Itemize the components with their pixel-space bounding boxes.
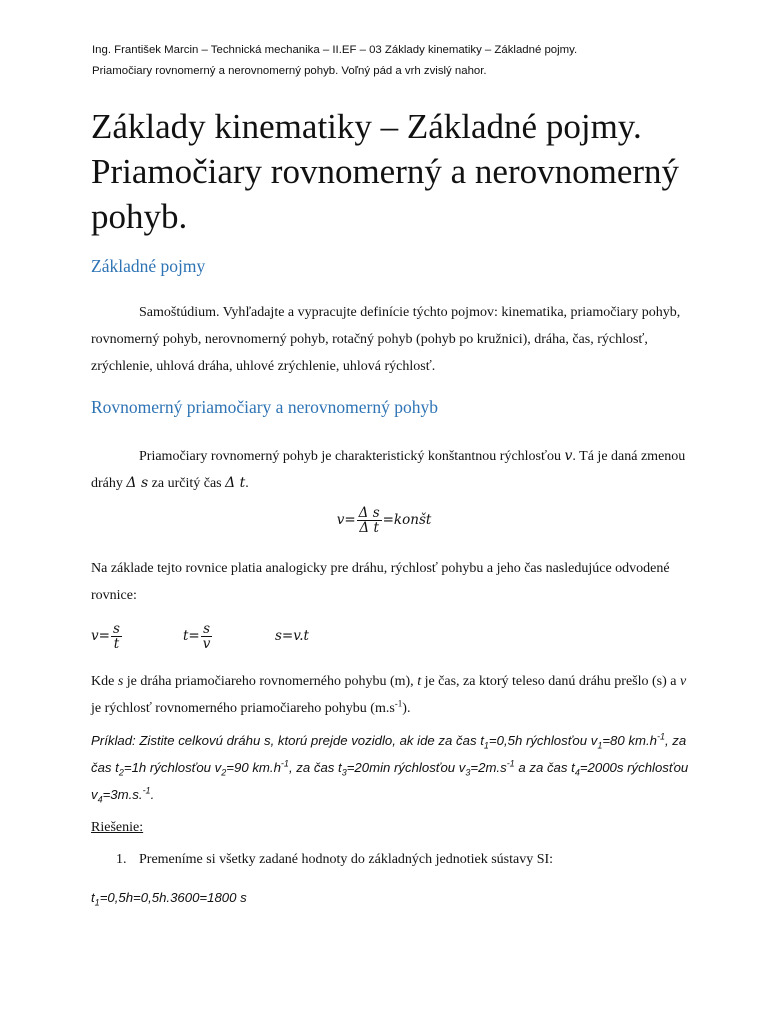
- text-fragment: je rýchlosť rovnomerného priamočiareho pohybu (m.s: [91, 701, 395, 716]
- text-fragment: =0,5h rýchlosťou v: [488, 733, 598, 748]
- var-v: v: [679, 674, 687, 689]
- subscript: 3: [465, 767, 471, 778]
- math-delta-t: Δ t: [225, 475, 246, 491]
- text-fragment: Príklad: Zistite celkovú dráhu s, ktorú prejde vozidlo, ak ide za čas t: [91, 733, 484, 748]
- equation-velocity: [0, 506, 768, 535]
- eq-fraction: [357, 506, 382, 535]
- text-fragment: je dráha priamočiareho rovnomerného pohybu (m),: [123, 674, 418, 689]
- superscript: -1: [280, 758, 289, 769]
- list-text: Premeníme si všetky zadané hodnoty do základných jednotiek sústavy SI:: [139, 852, 554, 867]
- text-fragment: .: [245, 476, 249, 491]
- subscript: 3: [341, 767, 347, 778]
- list-item: [116, 852, 553, 868]
- paragraph-self-study: Samoštúdium. Vyhľadajte a vypracujte definície týchto pojmov: kinematika, priamočiary pohyb, rovnomerný pohyb, nerovnomerný pohyb, rotačný pohyb (pohyb po kružnici), dráha, čas, rýchlosť, zrýchlenie, uhlová dráha, uhlové zrýchlenie, uhlová rýchlosť.: [91, 305, 681, 374]
- text-fragment: ).: [402, 701, 411, 716]
- subscript: 4: [574, 767, 580, 778]
- superscript: -1: [142, 785, 151, 796]
- solution-label: [91, 814, 691, 841]
- var-s: s: [117, 674, 124, 689]
- text-fragment: a za čas t: [514, 760, 575, 775]
- superscript: -1: [506, 758, 515, 769]
- header-line-1: Ing. František Marcin – Technická mechanika – II.EF – 03 Základy kinematiky – Základné pojmy.: [92, 44, 578, 56]
- eq-fraction: [111, 622, 122, 651]
- example-problem: [91, 727, 691, 808]
- eq-numerator: s: [112, 621, 120, 637]
- subscript: 2: [118, 767, 124, 778]
- subscript: 1: [597, 740, 603, 751]
- page-header: [92, 40, 692, 82]
- equation-v: [91, 622, 123, 651]
- eq-fraction: [201, 622, 213, 651]
- derived-equations-row: [91, 622, 491, 654]
- eq-denominator: v: [202, 636, 211, 652]
- text-fragment: =2m.s: [470, 760, 507, 775]
- text-fragment: .: [150, 787, 155, 802]
- text-fragment: =80 km.h: [602, 733, 657, 748]
- superscript: -1: [394, 698, 403, 709]
- paragraph-variable-definitions: [91, 668, 691, 722]
- text-fragment: , za čas t: [91, 733, 687, 775]
- subscript: 1: [94, 897, 100, 908]
- eq-lhs: v=: [336, 512, 356, 528]
- section-heading-uniform-motion: Rovnomerný priamočiary a nerovnomerný pohyb: [91, 397, 438, 417]
- list-number: 1.: [116, 852, 127, 867]
- document-title: Základy kinematiky – Základné pojmy. Priamočiary rovnomerný a nerovnomerný pohyb.: [91, 107, 680, 236]
- subscript: 4: [97, 794, 103, 805]
- text-fragment: =0,5h=0,5h.3600=1800 s: [99, 890, 247, 905]
- text-fragment: =2000s rýchlosťou v: [91, 760, 689, 802]
- math-delta-s: Δ s: [126, 475, 149, 491]
- eq-numerator: s: [201, 622, 213, 637]
- text-fragment: =90 km.h: [226, 760, 281, 775]
- subscript: 1: [483, 740, 489, 751]
- var-t: t: [417, 674, 422, 689]
- eq-denominator: t: [113, 636, 120, 652]
- eq-denominator: Δ t: [359, 520, 379, 536]
- subscript: 2: [221, 767, 227, 778]
- text-fragment: =1h rýchlosťou v: [123, 760, 222, 775]
- solution-label-text: Riešenie:: [91, 820, 144, 835]
- text-fragment: za určitý čas: [148, 476, 226, 491]
- eq-rhs: =konšt: [382, 512, 432, 528]
- text-fragment: je čas, za ktorý teleso danú dráhu prešlo (s) a: [421, 674, 680, 689]
- math-v: v: [564, 448, 573, 464]
- eq-lhs: t=: [183, 628, 200, 644]
- eq-numerator: Δ s: [358, 505, 380, 521]
- section-heading-basic-concepts: Základné pojmy: [91, 256, 206, 276]
- equation-t: [183, 622, 213, 651]
- text-fragment: . Tá je daná zmenou dráhy: [91, 449, 686, 491]
- calculation-line: [91, 884, 691, 911]
- paragraph-derived-equations: Na základe tejto rovnice platia analogicky pre dráhu, rýchlosť pohybu a jeho čas nasledujúce odvodené rovnice:: [91, 561, 670, 603]
- text-fragment: , za čas t: [288, 760, 342, 775]
- text-fragment: =3m.s.: [102, 787, 143, 802]
- eq-lhs: v=: [91, 628, 110, 644]
- text-fragment: =20min rýchlosťou v: [346, 760, 466, 775]
- superscript: -1: [656, 731, 665, 742]
- text-fragment: t: [91, 890, 95, 905]
- paragraph-uniform-motion: [91, 443, 691, 497]
- text-fragment: Kde: [91, 674, 118, 689]
- header-line-2: Priamočiary rovnomerný a nerovnomerný pohyb. Voľný pád a vrh zvislý nahor.: [92, 65, 487, 77]
- equation-s: s=v.t: [275, 628, 309, 644]
- text-fragment: Priamočiary rovnomerný pohyb je charakteristický konštantnou rýchlosťou: [139, 449, 565, 464]
